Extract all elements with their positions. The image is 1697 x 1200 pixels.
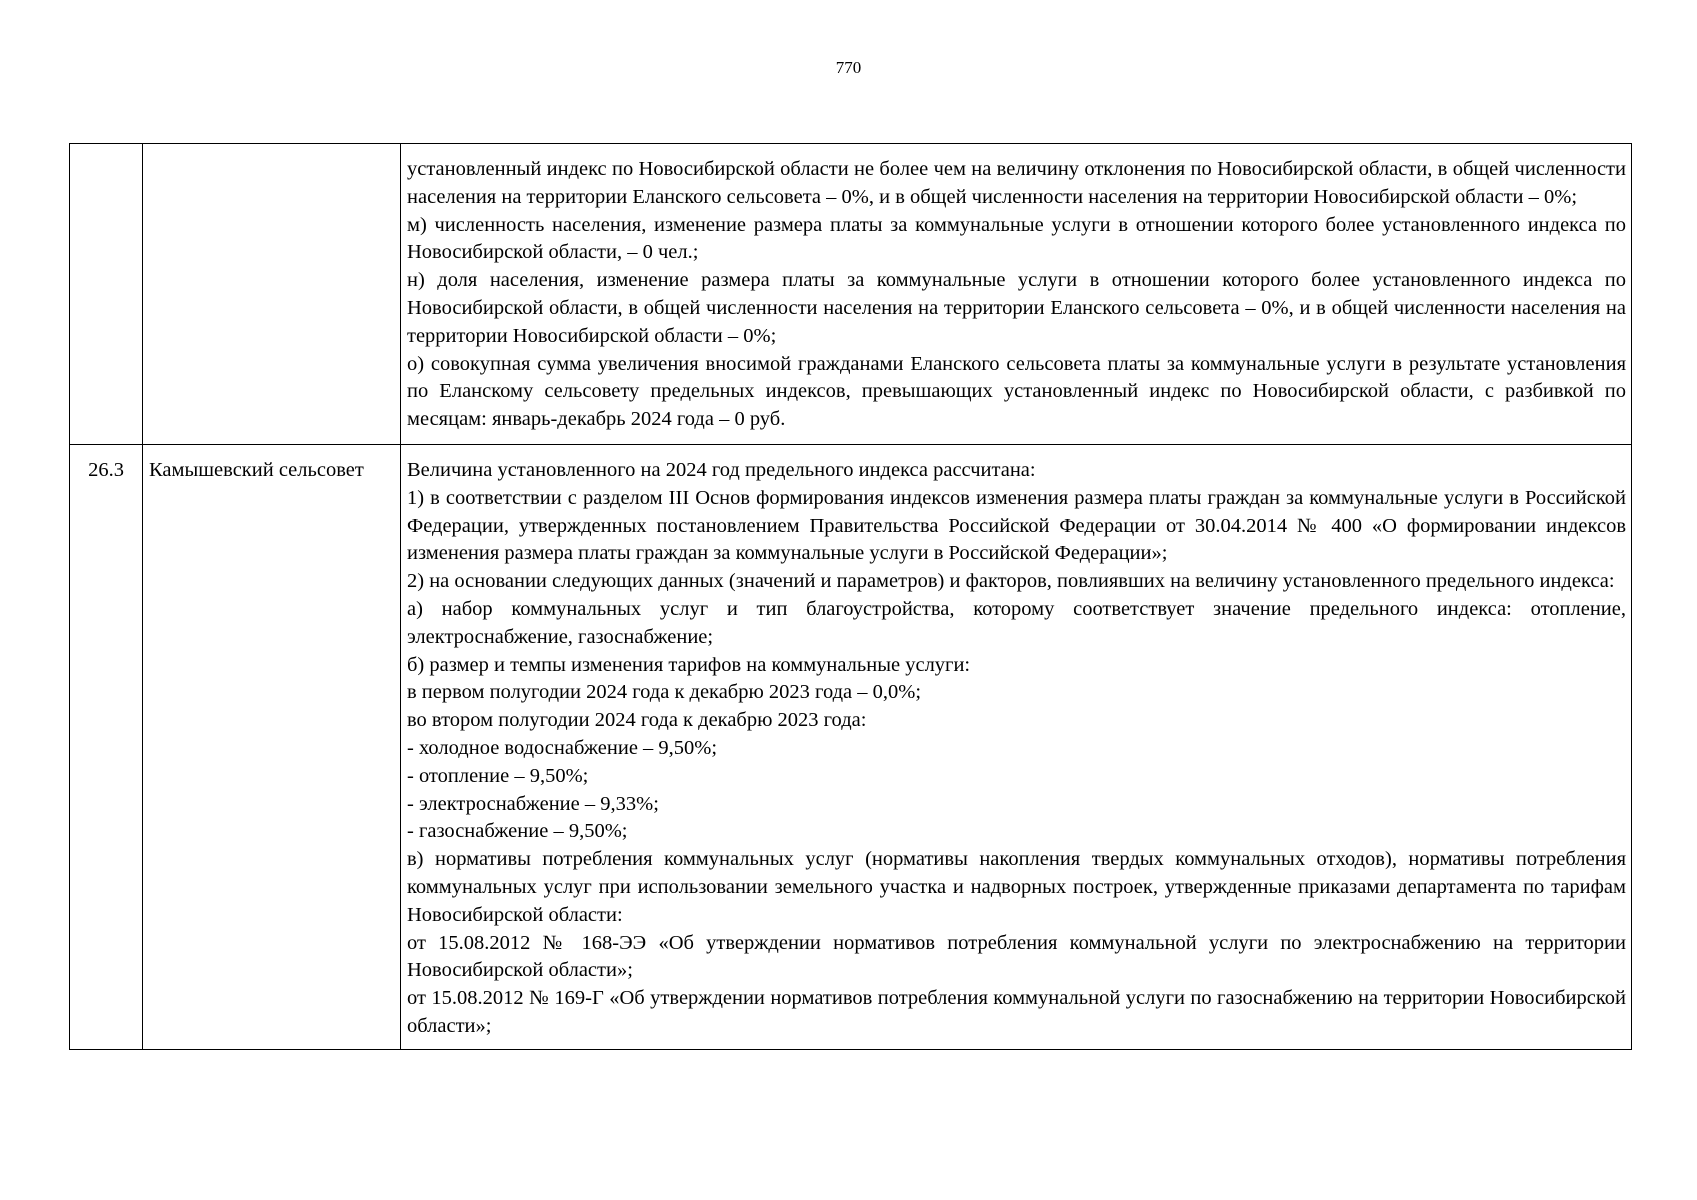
paragraph: в) нормативы потребления коммунальных услуг (нормативы накопления твердых коммунальных отходов), нормативы потребления коммунальных услуг при использовании земельного участка и надворных построек, утвержденные приказами департамента по тарифам Новосибирской области: [407,848,1626,926]
row-number-cell: 26.3 [70,444,143,1049]
paragraph: б) размер и темпы изменения тарифов на коммунальные услуги: [407,653,971,676]
paragraph: в первом полугодии 2024 года к декабрю 2023 года – 0,0%; [407,681,922,704]
paragraph: Величина установленного на 2024 год предельного индекса рассчитана: [407,458,1036,481]
paragraph: - холодное водоснабжение – 9,50%; [407,736,718,759]
paragraph: - электроснабжение – 9,33%; [407,792,659,815]
page-number: 770 [835,58,862,77]
municipality-name-cell: Камышевский сельсовет [143,444,401,1049]
paragraph: 2) на основании следующих данных (значений и параметров) и факторов, повлиявших на величину установленного предельного индекса: [407,570,1615,593]
paragraph: - отопление – 9,50%; [407,764,589,787]
paragraph: м) численность населения, изменение размера платы за коммунальные услуги в отношении которого более установленного индекса по Новосибирской области, – 0 чел.; [407,213,1626,264]
description-cell [401,444,1632,1049]
table-row [70,444,1632,1049]
paragraph: установленный индекс по Новосибирской области не более чем на величину отклонения по Новосибирской области, в общей численности населения на территории Еланского сельсовета – 0%, и в общей численности населения на территории Новосибирской области – 0%; [407,158,1626,208]
paragraph: 1) в соответствии с разделом III Основ формирования индексов изменения размера платы граждан за коммунальные услуги в Российской Федерации, утвержденных постановлением Правительства Российской Федерации от 30.04.2014 № 400 «О формировании индексов изменения размера платы граждан за коммунальные услуги в Российской Федерации»; [407,486,1626,565]
table-row [70,144,1632,445]
row-number-cell [70,144,143,445]
paragraph: н) доля населения, изменение размера платы за коммунальные услуги в отношении которого более установленного индекса по Новосибирской области, в общей численности населения на территории Еланского сельсовета – 0%, и в общей численности населения на территории Новосибирской области – 0%; [407,269,1626,347]
paragraph: - газоснабжение – 9,50%; [407,820,628,843]
paragraph: о) совокупная сумма увеличения вносимой гражданами Еланского сельсовета платы за коммунальные услуги в результате установления по Еланскому сельсовету предельных индексов, превышающих установленный индекс по Новосибирской области, с разбивкой по месяцам: январь-декабрь 2024 года – 0 руб. [407,352,1626,431]
description-cell [401,144,1632,445]
paragraph: от 15.08.2012 № 168-ЭЭ «Об утверждении нормативов потребления коммунальной услуги по электроснабжению на территории Новосибирской области»; [407,931,1626,982]
paragraph: а) набор коммунальных услуг и тип благоустройства, которому соответствует значение предельного индекса: отопление, электроснабжение, газоснабжение; [407,597,1626,648]
paragraph: от 15.08.2012 № 169-Г «Об утверждении нормативов потребления коммунальной услуги по газоснабжению на территории Новосибирской области»; [407,987,1626,1037]
index-table [69,143,1632,1050]
paragraph: во втором полугодии 2024 года к декабрю 2023 года: [407,709,867,732]
municipality-name-cell [143,144,401,445]
